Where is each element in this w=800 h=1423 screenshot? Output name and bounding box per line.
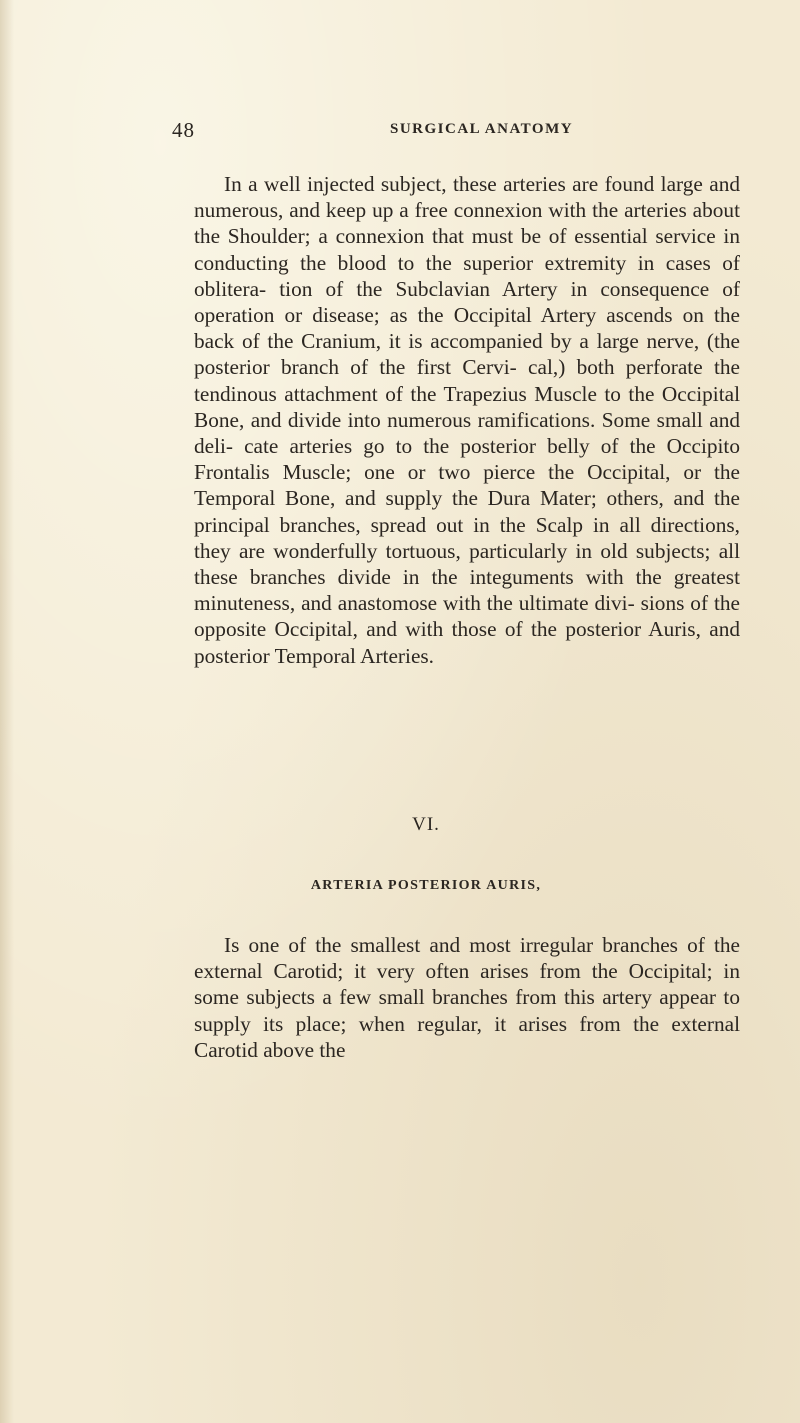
section-heading: ARTERIA POSTERIOR AURIS, <box>310 878 542 893</box>
running-title: SURGICAL ANATOMY <box>390 121 574 137</box>
paragraph-occipital-artery: In a well injected subject, these arteries are found large and numerous, and keep up a free connexion with the arteries about the Shoulder; a connexion that must be of essential service in conducting the blood to the superior extremity in cases of oblitera- tion of the Subclavian Artery in consequence of operation or disease; as the Occipital Artery ascends on the back of the Cranium, it is accompanied by a large nerve, (the posterior branch of the first Cervi- cal,) both perforate the tendinous attachment of the Trapezius Muscle to the Occipital Bone, and divide into numerous ramifications. Some small and deli- cate arteries go to the posterior belly of the Occipito Frontalis Muscle; one or two pierce the Occipital, or the Temporal Bone, and supply the Dura Mater; others, and the principal branches, spread out in the Scalp in all directions, they are wonderfully tortuous, particularly in old subjects; all these branches divide in the integuments with the greatest minuteness, and anastomose with the ultimate divi- sions of the opposite Occipital, and with those of the posterior Auris, and posterior Temporal Arteries. <box>194 172 740 668</box>
page-number: 48 <box>172 118 195 142</box>
page-shadow-edge <box>0 0 14 1423</box>
section-number: VI. <box>412 814 440 835</box>
running-head <box>0 118 800 148</box>
paragraph-posterior-auris: Is one of the smallest and most irregular branches of the external Carotid; it very often arises from the Occipital; in some subjects a few small branches from this artery appear to supply its place; when regular, it arises from the external Carotid above the <box>194 933 740 1062</box>
